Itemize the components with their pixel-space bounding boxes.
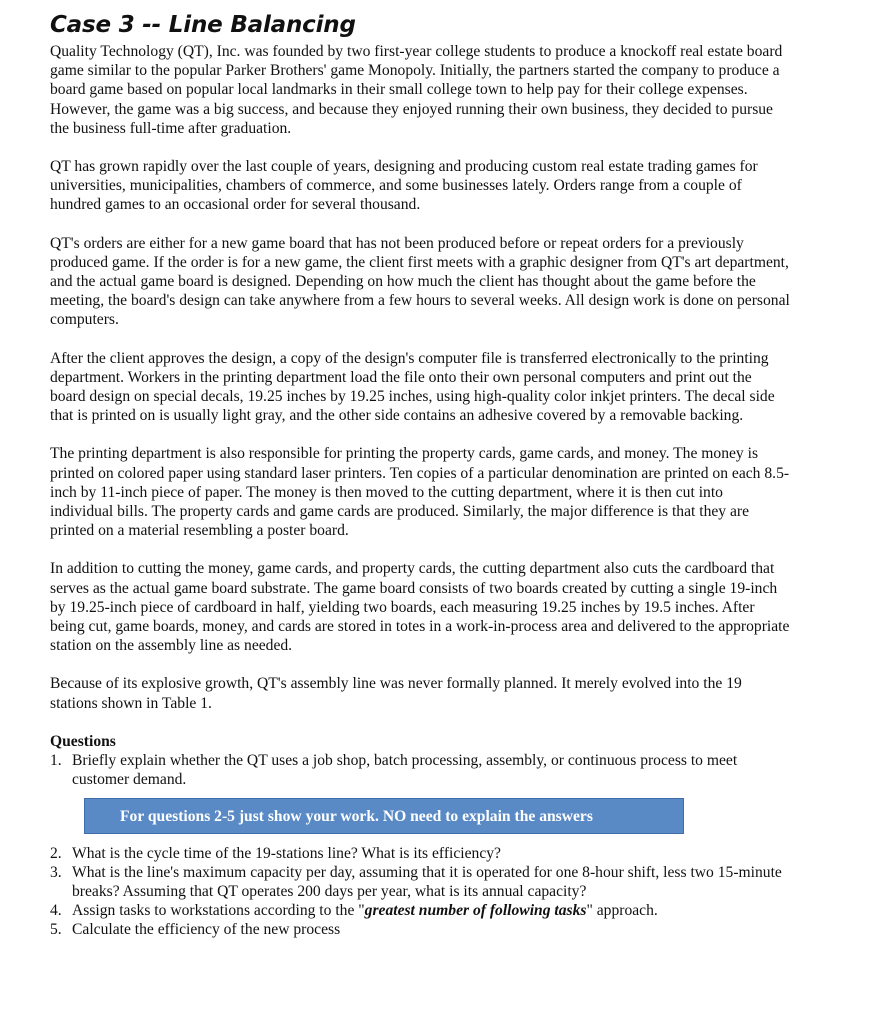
paragraph-gap — [50, 215, 790, 234]
paragraph-gap — [50, 655, 790, 674]
question-item-5 — [50, 920, 790, 939]
question-list-rest — [50, 844, 790, 940]
paragraph-cutting: In addition to cutting the money, game cards, and property cards, the cutting department also cuts the cardboard that serves as the actual game board substrate. The game board consists of two boards created by cutting a single 19-inch by 19.25-inch piece of cardboard in half, yielding two boards, each measuring 19.25 inches by 19.5 inches. After being cut, game boards, money, and cards are stored in totes in a work-in-process area and delivered to the appropriate station on the assembly line as needed. — [50, 560, 790, 655]
question-number: 1. — [50, 752, 62, 770]
paragraph-assembly-line: Because of its explosive growth, QT's assembly line was never formally planned. It merely evolved into the 19 stations shown in Table 1. — [50, 675, 742, 712]
question-text-before: Assign tasks to workstations according to the " — [72, 902, 365, 920]
question-text-after: " approach. — [586, 902, 658, 920]
question-item-3 — [50, 863, 790, 901]
paragraph-gap — [50, 425, 790, 444]
question-item-2 — [50, 844, 790, 863]
paragraph-gap — [50, 138, 790, 157]
question-list-first — [50, 751, 790, 789]
question-number: 3. — [50, 863, 62, 881]
question-item-4 — [50, 901, 790, 920]
paragraph-gap — [50, 713, 790, 732]
question-text: What is the cycle time of the 19-stations line? What is its efficiency? — [72, 844, 501, 862]
paragraph-money: The printing department is also responsible for printing the property cards, game cards, and money. The money is printed on colored paper using standard laser printers. Ten copies of a particular denomination are printed on each 8.5-inch by 11-inch piece of paper. The money is then moved to the cutting department, where it is then cut into individual bills. The property cards and game cards are produced. Similarly, the major difference is that they are printed on a material resembling a poster board. — [50, 445, 790, 540]
paragraph-printing: After the client approves the design, a copy of the design's computer file is transferred electronically to the printing department. Workers in the printing department load the file onto their own personal computers and print out the board design on special decals, 19.25 inches by 19.25 inches, using high-quality color inkjet printers. The decal side that is printed on is usually light gray, and the other side contains an adhesive covered by a removable backing. — [50, 349, 775, 425]
question-number: 2. — [50, 844, 62, 862]
questions-heading: Questions — [50, 732, 116, 750]
question-text: Briefly explain whether the QT uses a job shop, batch processing, assembly, or continuous process to meet customer demand. — [72, 752, 738, 789]
paragraph-orders: QT's orders are either for a new game board that has not been produced before or repeat orders for a previously produced game. If the order is for a new game, the client first meets with a graphic designer from QT's art department, and the actual game board is designed. Depending on how much the client has thought about the game before the meeting, the board's design can take anywhere from a few hours to several weeks. All design work is done on personal computers. — [50, 234, 790, 329]
question-text: What is the line's maximum capacity per day, assuming that it is operated for one 8-hour shift, less two 15-minute breaks? Assuming that QT operates 200 days per year, what is its annual capacity? — [72, 863, 782, 900]
question-number: 5. — [50, 921, 62, 939]
document-page — [50, 10, 790, 940]
question-text: Calculate the efficiency of the new process — [72, 921, 341, 939]
question-emphasis: greatest number of following tasks — [364, 902, 587, 920]
question-number: 4. — [50, 902, 62, 920]
case-title: Case 3 -- Line Balancing — [50, 12, 356, 38]
question-item-1 — [50, 751, 790, 789]
paragraph-growth: QT has grown rapidly over the last couple of years, designing and producing custom real estate trading games for universities, municipalities, chambers of commerce, and some businesses lately. Orders range from a couple of hundred games to an occasional order for several thousand. — [50, 158, 758, 214]
paragraph-gap — [50, 330, 790, 349]
instructions-banner: For questions 2-5 just show your work. NO need to explain the answers — [84, 798, 684, 834]
paragraph-founding: Quality Technology (QT), Inc. was founded by two first-year college students to produce a knockoff real estate board game similar to the popular Parker Brothers' game Monopoly. Initially, the partners started the company to produce a board game based on popular local landmarks in their small college town to help pay for their college expenses. However, the game was a big success, and because they enjoyed running their own business, they decided to pursue the business full-time after graduation. — [50, 43, 783, 137]
paragraph-gap — [50, 540, 790, 559]
